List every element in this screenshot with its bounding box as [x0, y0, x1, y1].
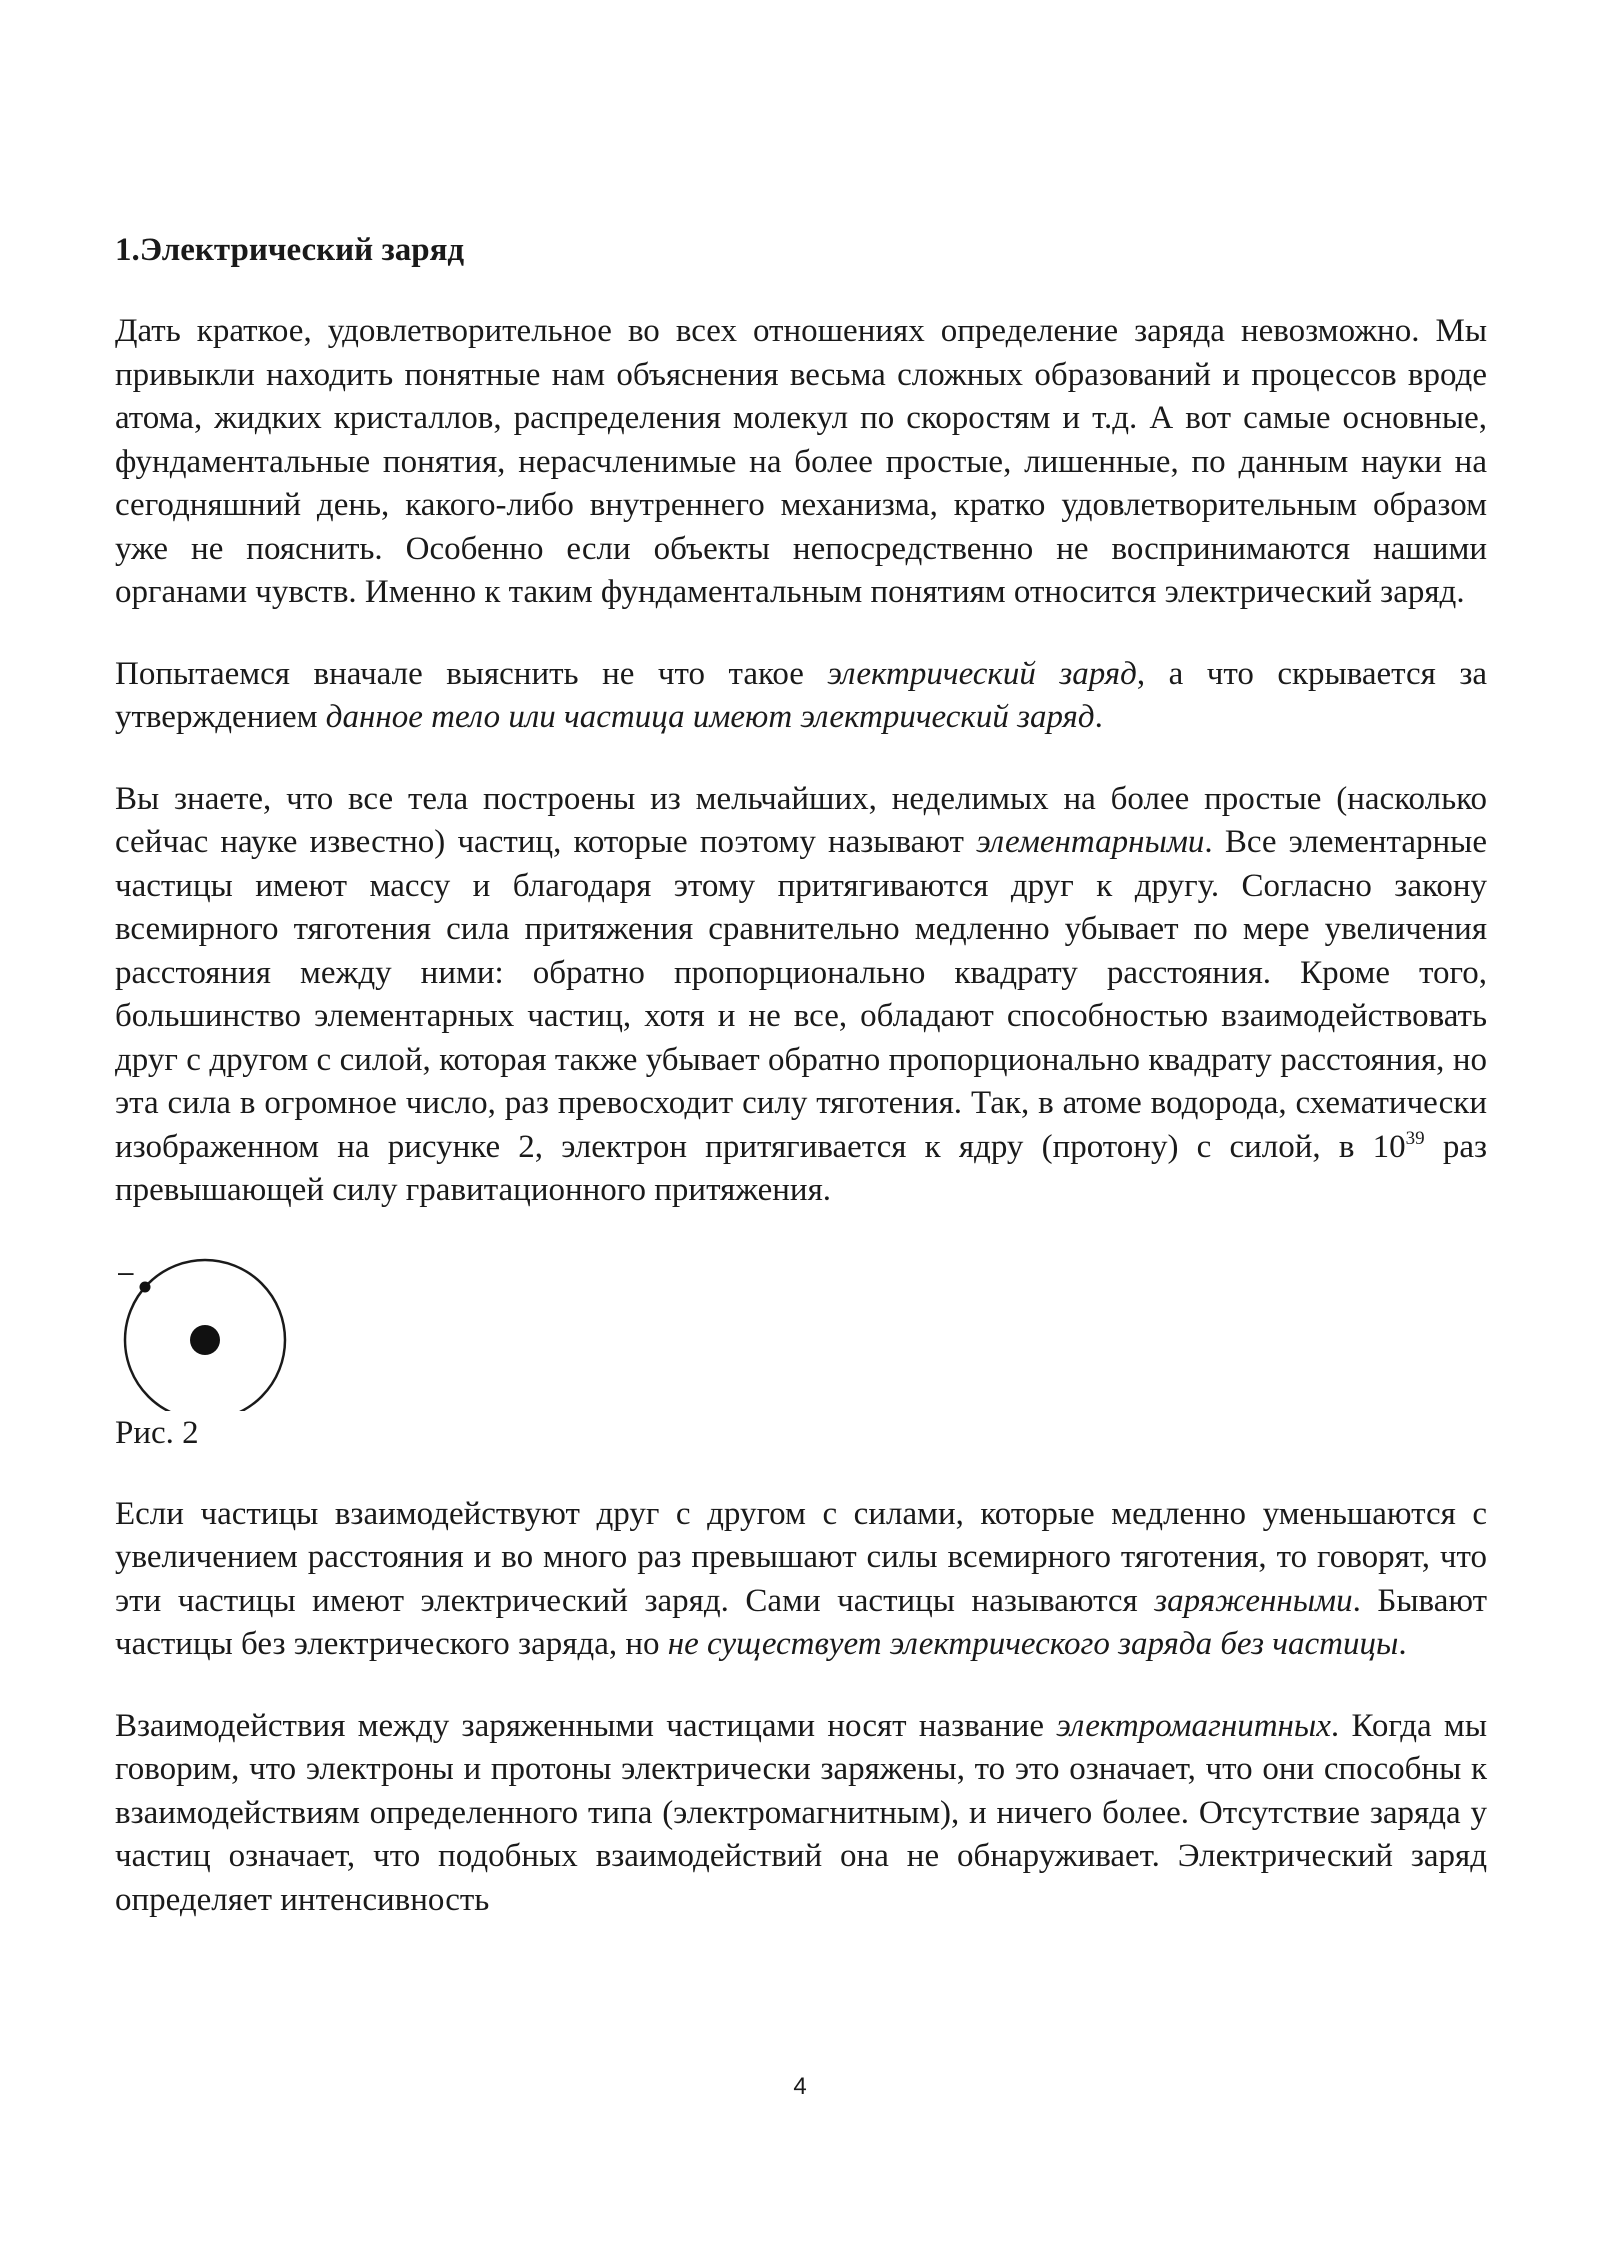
- section-heading: 1.Электрический заряд: [115, 232, 465, 268]
- paragraph-4-text-3: .: [1398, 1626, 1407, 1662]
- paragraph-3: [115, 778, 1487, 1213]
- paragraph-5-text-2: . Когда мы говорим, что электроны и протоны электрически заряжены, то это означает, что они способны к взаимодействиям определенного типа (электромагнитным), и ничего более. Отсутствие заряда у частиц означает, что подобных взаимодействий она не обнаруживает. Электрический заряд определяет интенсивность: [115, 1707, 1487, 1918]
- paragraph-3-italic-1: элементарными: [976, 824, 1205, 860]
- paragraph-2-text-1: Попытаемся вначале выяснить не что такое: [115, 655, 828, 692]
- paragraph-4-italic-2: не существует электрического заряда без частицы: [667, 1626, 1399, 1662]
- paragraph-4-italic-1: заряженными: [1154, 1582, 1353, 1619]
- paragraph-2-text-2: , а что скрывается за утверждением: [115, 655, 1487, 735]
- nucleus-proton: [190, 1325, 220, 1355]
- electron: [140, 1281, 151, 1292]
- paragraph-2-italic-2: данное тело или частица имеют электрический заряд: [325, 699, 1095, 735]
- paragraph-2: [115, 653, 1487, 740]
- paragraph-4-text-2: . Бывают частицы без электрического заряда, но: [115, 1582, 1487, 1662]
- paragraph-3-text-3: раз превышающей силу гравитационного притяжения.: [115, 1128, 1487, 1208]
- paragraph-5-text-1: Взаимодействия между заряженными частицами носят название: [115, 1707, 1057, 1744]
- paragraph-3-text-1: Вы знаете, что все тела построены из мельчайших, неделимых на более простые (насколько сейчас науке известно) частиц, которые поэтому называют: [115, 780, 1487, 860]
- paragraph-4-text-1: Если частицы взаимодействуют друг с другом с силами, которые медленно уменьшаются с увеличением расстояния и во много раз превышают силы всемирного тяготения, то говорят, что эти частицы имеют электрический заряд. Сами частицы называются: [115, 1495, 1487, 1619]
- paragraph-1: Дать краткое, удовлетворительное во всех отношениях определение заряда невозможно. Мы привыкли находить понятные нам объяснения весьма сложных образований и процессов вроде атома, жидких кристаллов, распределения молекул по скоростям и т.д. А вот самые основные, фундаментальные понятия, нерасчленимые на более простые, лишенные, по данным науки на сегодняшний день, какого-либо внутреннего механизма, кратко удовлетворительным образом уже не пояснить. Особенно если объекты непосредственно не воспринимаются нашими органами чувств. Именно к таким фундаментальным понятиям относится электрический заряд.: [115, 313, 1487, 610]
- exponent-superscript: 39: [1405, 1127, 1425, 1149]
- electron-charge-sign: –: [118, 1255, 134, 1287]
- paragraph-2-text-3: .: [1094, 699, 1103, 735]
- document-page: [115, 228, 1487, 1960]
- paragraph-4: [115, 1493, 1487, 1667]
- paragraph-5: [115, 1705, 1487, 1923]
- page-number: 4: [793, 2073, 807, 2100]
- paragraph-2-italic-1: электрический заряд: [827, 655, 1137, 692]
- paragraph-3-text-2: . Все элементарные частицы имеют массу и благодаря этому притягиваются друг к другу. Согласно закону всемирного тяготения сила притяжения сравнительно медленно убывает по мере увеличения расстояния между ними: обратно пропорционально квадрату расстояния. Кроме того, большинство элементарных частиц, хотя и не все, обладают способностью взаимодействовать друг с другом с силой, которая также убывает обратно пропорционально квадрату расстояния, но эта сила в огромное число, раз превосходит силу тяготения. Так, в атоме водорода, схематически изображенном на рисунке 2, электрон притягивается к ядру (протону) с силой, в 10: [115, 824, 1487, 1165]
- hydrogen-atom-diagram: [115, 1251, 325, 1411]
- hydrogen-atom-figure: [115, 1251, 325, 1411]
- paragraph-5-italic-1: электромагнитных: [1056, 1707, 1331, 1744]
- figure-caption: Рис. 2: [115, 1414, 199, 1451]
